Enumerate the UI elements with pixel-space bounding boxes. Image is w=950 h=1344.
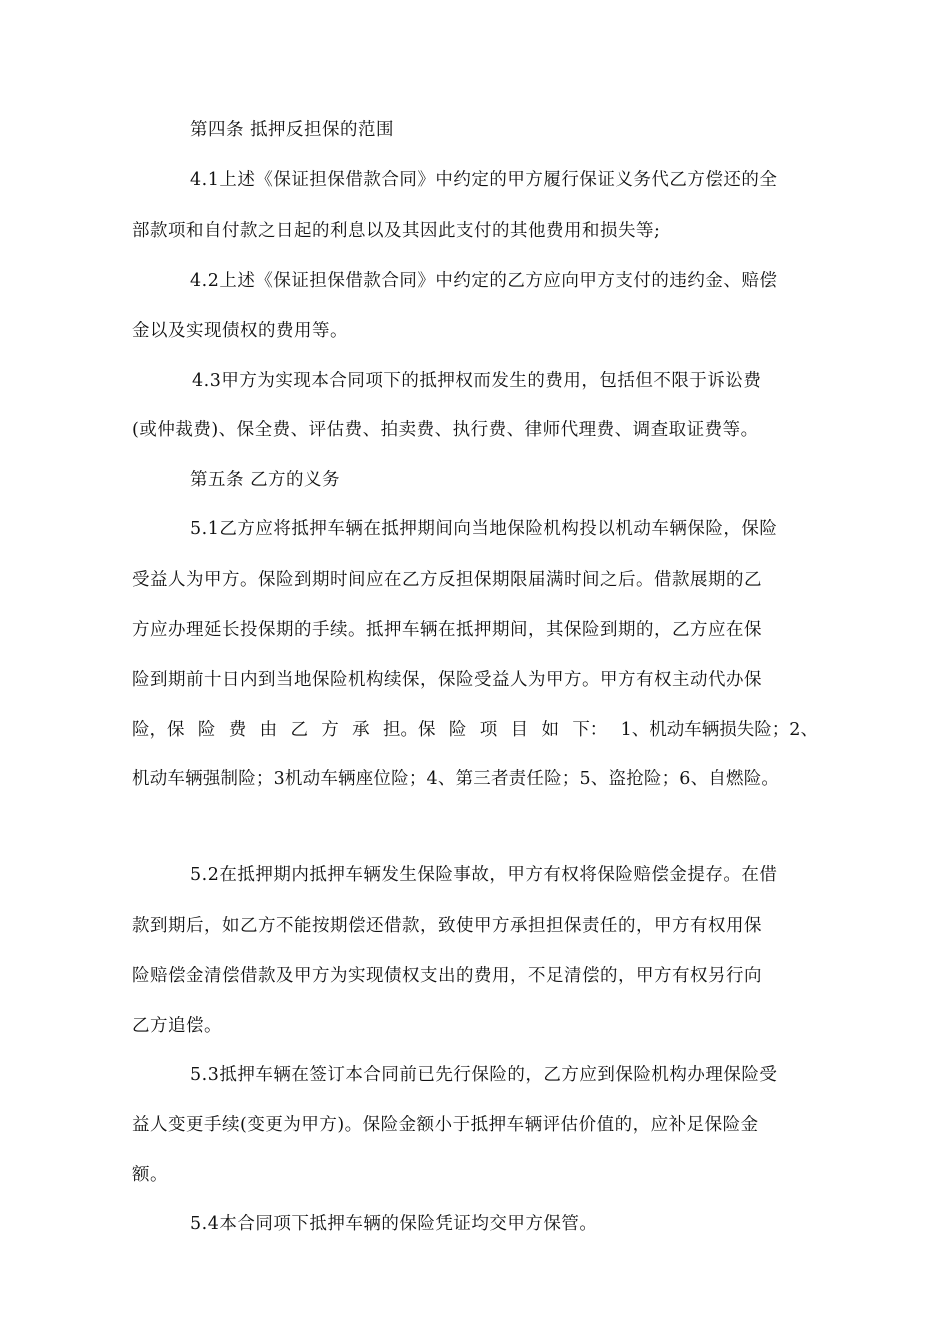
line-5-part: 目	[510, 720, 529, 740]
line-5-part: 由	[259, 720, 278, 740]
clause-4-2-line-1: 4.2上述《保证担保借款合同》中约定的乙方应向甲方支付的违约金、赔偿	[190, 271, 778, 291]
clause-4-1-line-2: 部款项和自付款之日起的利息以及其因此支付的其他费用和损失等;	[132, 221, 661, 241]
article-4-heading: 第四条 抵押反担保的范围	[190, 120, 395, 140]
clause-5-2-line-3: 险赔偿金清偿借款及甲方为实现债权支出的费用，不足清偿的，甲方有权另行向	[132, 966, 762, 986]
line-5-part: 险	[197, 720, 216, 740]
line-5-part: 乙	[290, 720, 308, 740]
line-5-part: 如	[541, 720, 559, 740]
clause-5-1-line-6: 机动车辆强制险；3机动车辆座位险；4、第三者责任险；5、盗抢险；6、自燃险。	[132, 769, 780, 789]
line-5-part: 下：	[572, 720, 608, 740]
clause-5-1-line-1: 5.1乙方应将抵押车辆在抵押期间向当地保险机构投以机动车辆保险，保险	[190, 519, 778, 539]
clause-5-2-line-2: 款到期后，如乙方不能按期偿还借款，致使甲方承担担保责任的，甲方有权用保	[132, 916, 762, 936]
clause-5-1-line-4: 险到期前十日内到当地保险机构续保，保险受益人为甲方。甲方有权主动代办保	[132, 670, 762, 690]
line-5-part: 担。保	[383, 720, 436, 740]
clause-5-1-line-3: 方应办理延长投保期的手续。抵押车辆在抵押期间，其保险到期的，乙方应在保	[132, 620, 762, 640]
clause-5-3-line-3: 额。	[132, 1165, 168, 1185]
clause-5-3-line-1: 5.3抵押车辆在签订本合同前已先行保险的，乙方应到保险机构办理保险受	[190, 1065, 778, 1085]
clause-5-2-line-1: 5.2在抵押期内抵押车辆发生保险事故，甲方有权将保险赔偿金提存。在借	[190, 865, 778, 885]
clause-5-3-line-2: 益人变更手续(变更为甲方)。保险金额小于抵押车辆评估价值的，应补足保险金	[132, 1115, 759, 1135]
clause-5-2-line-4: 乙方追偿。	[132, 1016, 222, 1036]
line-5-part: 费	[228, 720, 247, 740]
clause-4-3-line-1: 4.3甲方为实现本合同项下的抵押权而发生的费用，包括但不限于诉讼费	[192, 371, 762, 391]
clause-4-2-line-2: 金以及实现债权的费用等。	[132, 321, 348, 341]
line-5-part: 承	[352, 720, 370, 740]
clause-4-3-line-2: (或仲裁费)、保全费、评估费、拍卖费、执行费、律师代理费、调查取证费等。	[132, 420, 759, 440]
line-5-part: 方	[321, 720, 339, 740]
line-5-part: 险，保	[132, 720, 185, 740]
clause-4-1-line-1: 4.1上述《保证担保借款合同》中约定的甲方履行保证义务代乙方偿还的全	[190, 170, 778, 190]
clause-5-1-line-2: 受益人为甲方。保险到期时间应在乙方反担保期限届满时间之后。借款展期的乙	[132, 570, 762, 590]
clause-5-4-line-1: 5.4本合同项下抵押车辆的保险凭证均交甲方保管。	[190, 1214, 598, 1234]
line-5-part: 险	[448, 720, 467, 740]
line-5-part: 1、机动车辆损失险；2、	[620, 720, 818, 740]
article-5-heading: 第五条 乙方的义务	[190, 470, 341, 490]
line-5-part: 项	[479, 720, 498, 740]
clause-5-1-line-5	[132, 716, 818, 741]
